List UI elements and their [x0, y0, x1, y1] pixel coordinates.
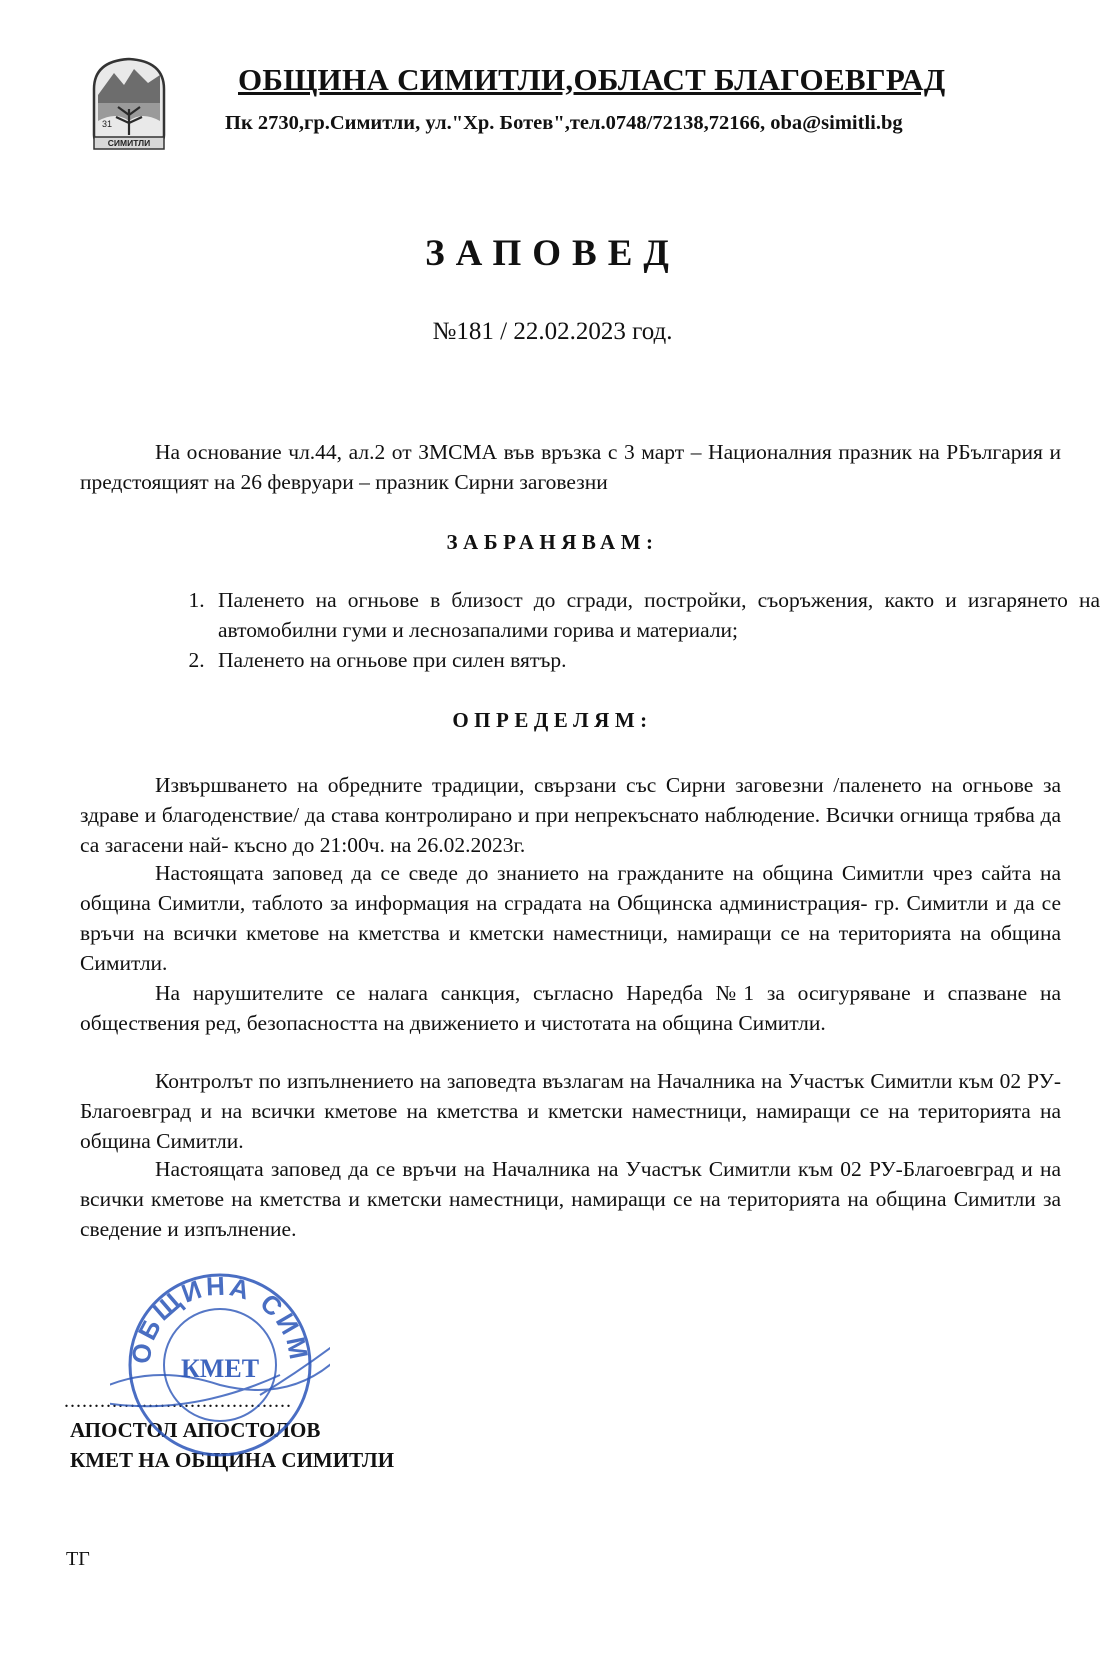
- organization-address: Пк 2730,гр.Симитли, ул."Хр. Ботев",тел.0748/72138,72166, oba@simitli.bg: [225, 112, 903, 134]
- body-paragraph: На нарушителите се налага санкция, съгласно Наредба №1 за осигуряване и спазване на обществения ред, безопасността на движението и чистотата на община Симитли.: [80, 981, 1061, 1035]
- svg-text:31: 31: [102, 119, 113, 129]
- signature-line: ......................................: [64, 1390, 292, 1412]
- forbid-item: 1. Паленето на огньове в близост до сгради, постройки, съоръжения, както и изгарянето на автомобилни гуми и леснозапалими горива и материали;: [210, 585, 1100, 645]
- signer-title: КМЕТ НА ОБЩИНА СИМИТЛИ: [70, 1448, 395, 1472]
- preamble-paragraph: На основание чл.44, ал.2 от ЗМСМА във връзка с 3 март – Националния празник на РБългария и предстоящият на 26 февруари – празник Сирни заговезни: [80, 440, 1061, 494]
- body-paragraph: Извършването на обредните традиции, свързани със Сирни заговезни /паленето на огньове за здраве и благоденствие/ да става контролирано и при непрекъснато наблюдение. Всички огнища трябва да са загасени най- късно до 21:00ч. на 26.02.2023г.: [80, 773, 1061, 857]
- forbid-item: 2. Паленето на огньове при силен вятър.: [210, 645, 1100, 675]
- signer-name: АПОСТОЛ АПОСТОЛОВ: [70, 1418, 321, 1442]
- forbid-list: [170, 585, 1100, 675]
- stamp-center-text: КМЕТ: [180, 1354, 260, 1383]
- determine-heading: ОПРЕДЕЛЯМ:: [452, 708, 653, 732]
- municipality-coat-of-arms-icon: [90, 55, 168, 153]
- stamp-ring-text: ОБЩИНА СИМ: [125, 1270, 315, 1366]
- author-initials: ТГ: [66, 1548, 90, 1570]
- document-title: ЗАПОВЕД: [425, 233, 680, 274]
- body-paragraph: Настоящата заповед да се сведе до знанието на гражданите на община Симитли чрез сайта на община Симитли, таблото за информация на сградата на Общинска администрация- гр. Симитли и да се връчи на всички кметове на кметства и кметски наместници, намиращи се на територията на община Симитли.: [80, 861, 1061, 975]
- body-paragraph: Контролът по изпълнението на заповедта възлагам на Началника на Участък Симитли към 02 РУ-Благоевград и на всички кметове на кметства и кметски наместници, намиращи се на територията на община Симитли.: [80, 1069, 1061, 1153]
- logo-caption: СИМИТЛИ: [107, 138, 151, 148]
- organization-title: ОБЩИНА СИМИТЛИ,ОБЛАСТ БЛАГОЕВГРАД: [238, 62, 946, 97]
- forbid-heading: ЗАБРАНЯВАМ:: [446, 530, 659, 554]
- body-paragraph: Настоящата заповед да се връчи на Началника на Участък Симитли към 02 РУ-Благоевград и на всички кметове на кметства и кметски наместници, намиращи се на територията на община Симитли за сведение и изпълнение.: [80, 1157, 1061, 1241]
- round-municipal-stamp-icon: [110, 1255, 330, 1465]
- document-number: №181 / 22.02.2023 год.: [432, 318, 673, 345]
